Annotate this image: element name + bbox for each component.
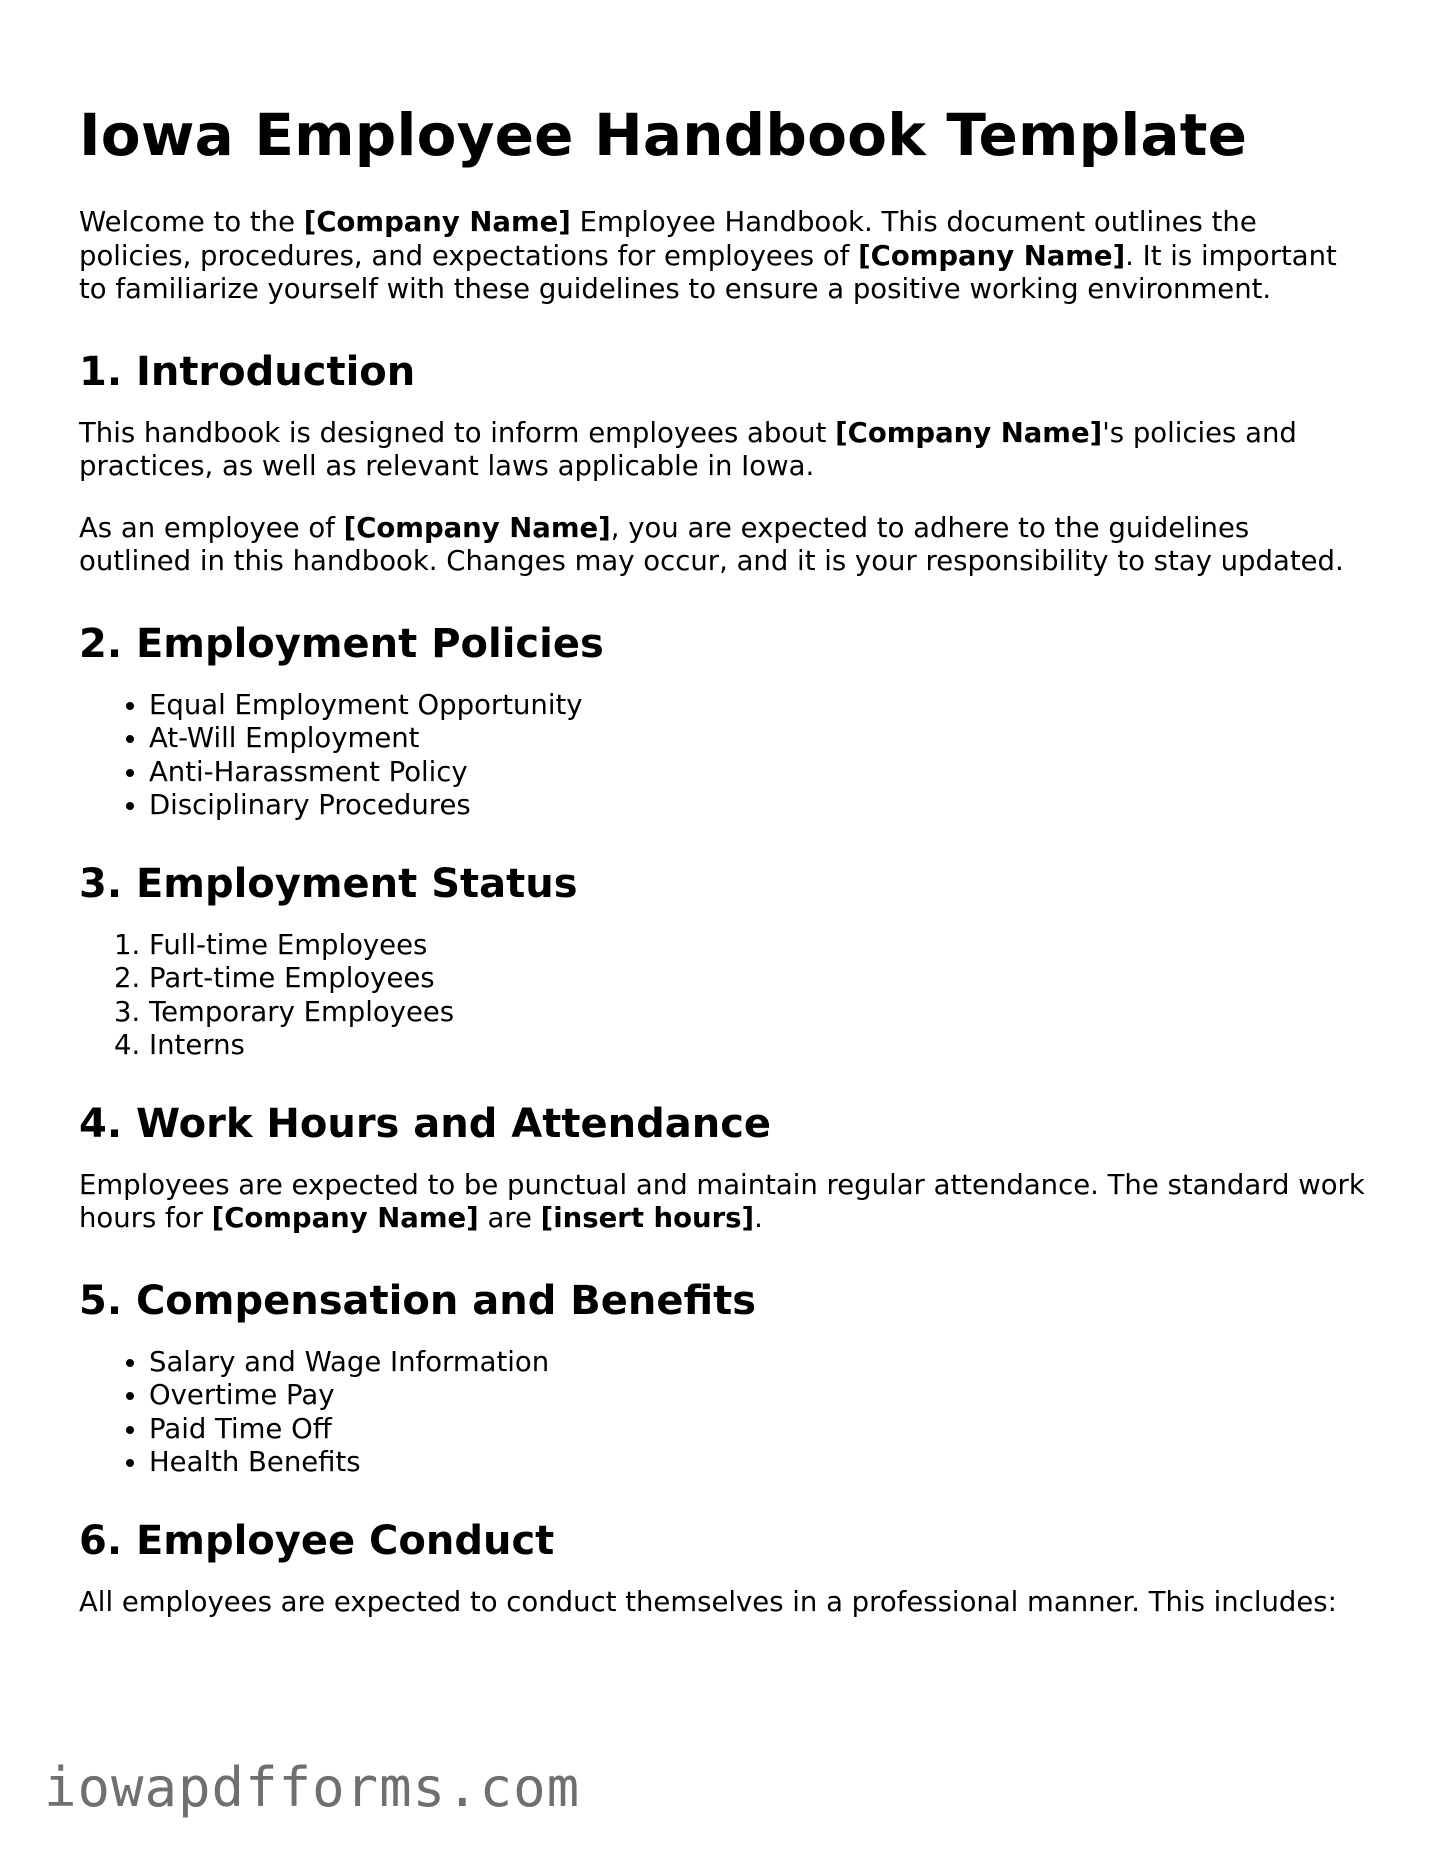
list-item: 2. Part-time Employees: [149, 962, 1369, 996]
section-heading: 2. Employment Policies: [79, 620, 604, 667]
company-name-placeholder: [Company Name]: [303, 206, 571, 238]
section-heading: 5. Compensation and Benefits: [79, 1277, 757, 1324]
list-item: 1. Full-time Employees: [149, 929, 1369, 963]
status-list: [79, 929, 1369, 1063]
document-title: Iowa Employee Handbook Template: [79, 101, 1248, 169]
paragraph-text: As an employee of: [79, 511, 344, 544]
intro-text-3: . It is important to familiarize yourself with these guidelines to ensure a positive working environment.: [79, 239, 1337, 305]
list-item: • Disciplinary Procedures: [149, 789, 1369, 823]
handbook-document: [79, 100, 1369, 1647]
compensation-list: [79, 1346, 1369, 1480]
company-name-placeholder: [Company Name]: [835, 416, 1103, 449]
section-introduction: [79, 347, 1369, 579]
list-item: • Salary and Wage Information: [149, 1346, 1369, 1380]
paragraph-text: Employees are expected to be punctual and maintain regular attendance. The standard work hours for: [79, 1168, 1365, 1234]
company-name-placeholder: [Company Name]: [343, 511, 611, 544]
list-item: • Health Benefits: [149, 1446, 1369, 1480]
company-name-placeholder: [Company Name]: [211, 1202, 479, 1234]
site-watermark: iowapdfforms.com: [44, 1756, 581, 1819]
section-work-hours: [79, 1099, 1369, 1236]
list-item: • Overtime Pay: [149, 1379, 1369, 1413]
paragraph-text: , you are expected to adhere to the guidelines outlined in this handbook. Changes may occur, and it is your responsibility to stay updated.: [79, 511, 1344, 577]
section-paragraph: [79, 417, 1369, 484]
paragraph-text: are: [478, 1202, 541, 1234]
section-heading: 4. Work Hours and Attendance: [79, 1100, 772, 1147]
list-item: 3. Temporary Employees: [149, 996, 1369, 1030]
section-paragraph: [79, 512, 1369, 579]
section-heading: 3. Employment Status: [79, 860, 578, 907]
section-heading: 1. Introduction: [79, 348, 416, 395]
list-item: • Anti-Harassment Policy: [149, 756, 1369, 790]
list-item: 4. Interns: [149, 1029, 1369, 1063]
section-employment-status: [79, 859, 1369, 1063]
hours-placeholder: [insert hours]: [540, 1202, 755, 1234]
section-paragraph: All employees are expected to conduct themselves in a professional manner. This includes:: [79, 1585, 1337, 1618]
company-name-placeholder: [Company Name]: [858, 239, 1126, 272]
paragraph-text: This handbook is designed to inform employees about: [79, 416, 836, 449]
policies-list: [79, 689, 1369, 823]
paragraph-text: .: [754, 1202, 763, 1234]
list-item: • Equal Employment Opportunity: [149, 689, 1369, 723]
intro-text-2: Employee Handbook. This document outlines the policies, procedures, and expectations for employees of: [79, 206, 1257, 272]
list-item: • At-Will Employment: [149, 722, 1369, 756]
section-heading: 6. Employee Conduct: [79, 1517, 555, 1564]
section-compensation: [79, 1276, 1369, 1480]
section-employee-conduct: [79, 1516, 1369, 1620]
intro-text-1: Welcome to the: [79, 206, 304, 238]
list-item: • Paid Time Off: [149, 1413, 1369, 1447]
paragraph-text: 's policies and practices, as well as relevant laws applicable in Iowa.: [79, 416, 1297, 482]
section-paragraph: [79, 1169, 1369, 1236]
section-employment-policies: [79, 619, 1369, 823]
intro-paragraph: [79, 206, 1369, 307]
